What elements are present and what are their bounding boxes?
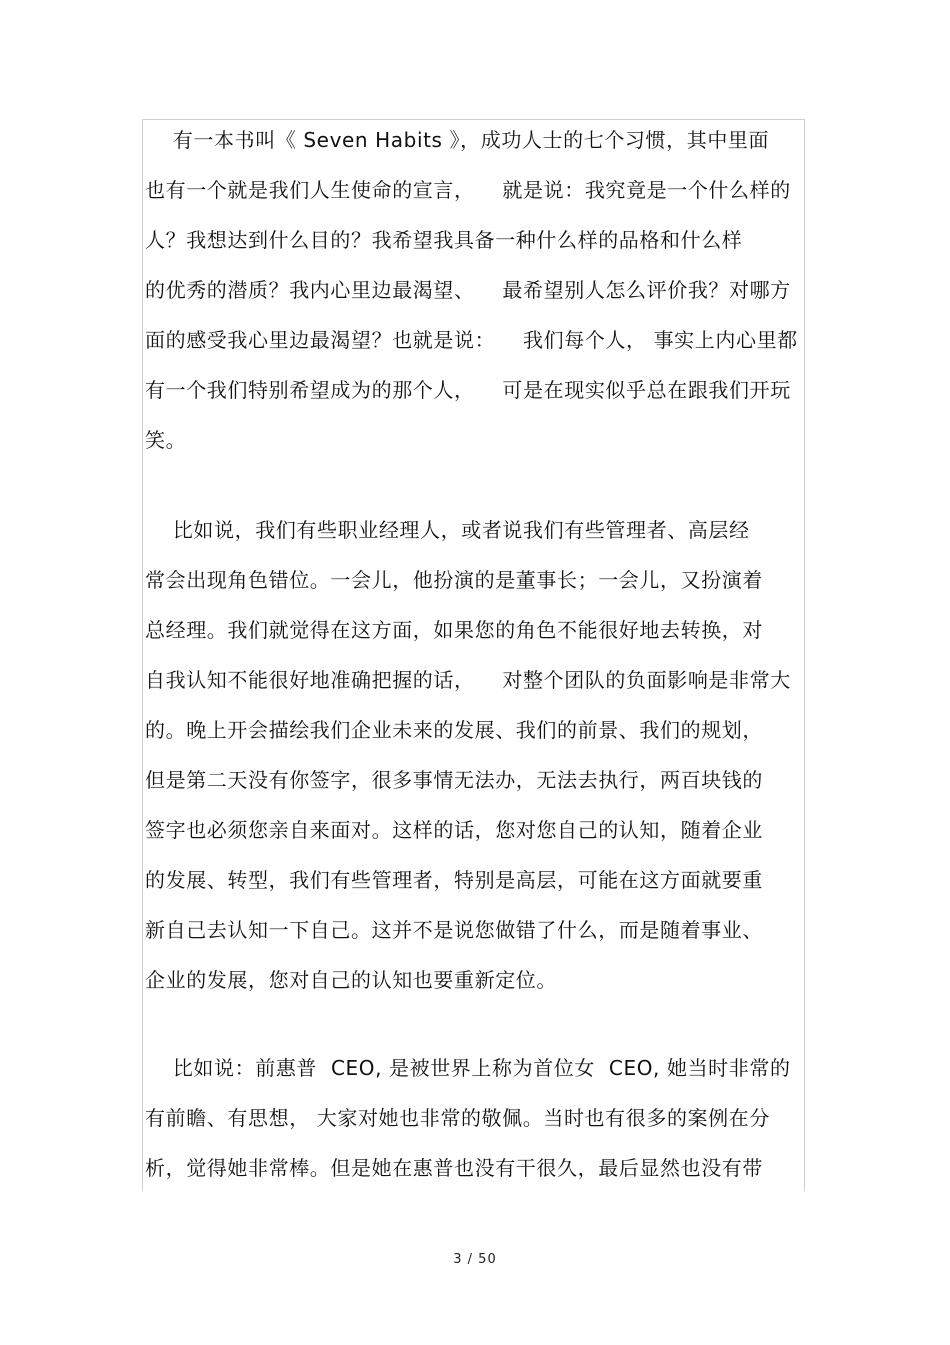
text-line: 笑。 [145,428,187,452]
page-number: 3 / 50 [453,1252,497,1267]
text-line: 有一个我们特别希望成为的那个人， 可是在现实似乎总在跟我们开玩 [145,378,791,402]
text-line: 的。晚上开会描绘我们企业未来的发展、我们的前景、我们的规划， [145,718,763,742]
text-line: 总经理。我们就觉得在这方面，如果您的角色不能很好地去转换，对 [145,618,763,642]
text-line: 面的感受我心里边最渴望？也就是说： 我们每个人， 事实上内心里都 [145,328,798,352]
text-line: 签字也必须您亲自来面对。这样的话，您对您自己的认知，随着企业 [145,818,763,842]
text-line: 析，觉得她非常棒。但是她在惠普也没有干很久，最后显然也没有带 [145,1156,763,1180]
text-line: 比如说：前惠普 CEO, 是被世界上称为首位女 CEO, 她当时非常的 [145,1056,791,1080]
text-line: 有一本书叫《 Seven Habits 》，成功人士的七个习惯，其中里面 [145,128,770,152]
text-line: 比如说，我们有些职业经理人，或者说我们有些管理者、高层经 [145,518,750,542]
text-line: 新自己去认知一下自己。这并不是说您做错了什么，而是随着事业、 [145,918,763,942]
text-line: 但是第二天没有你签字，很多事情无法办，无法去执行，两百块钱的 [145,768,763,792]
text-line: 也有一个就是我们人生使命的宣言， 就是说：我究竟是一个什么样的 [145,178,791,202]
text-line: 人？我想达到什么目的？我希望我具备一种什么样的品格和什么样 [145,228,743,252]
text-line: 常会出现角色错位。一会儿，他扮演的是董事长；一会儿，又扮演着 [145,568,763,592]
text-line: 的优秀的潜质？我内心里边最渴望、 最希望别人怎么评价我？对哪方 [145,278,791,302]
text-line: 的发展、转型，我们有些管理者，特别是高层，可能在这方面就要重 [145,868,763,892]
text-line: 有前瞻、有思想， 大家对她也非常的敬佩。当时也有很多的案例在分 [145,1106,770,1130]
text-line: 自我认知不能很好地准确把握的话， 对整个团队的负面影响是非常大 [145,668,791,692]
text-line: 企业的发展，您对自己的认知也要重新定位。 [145,968,557,992]
